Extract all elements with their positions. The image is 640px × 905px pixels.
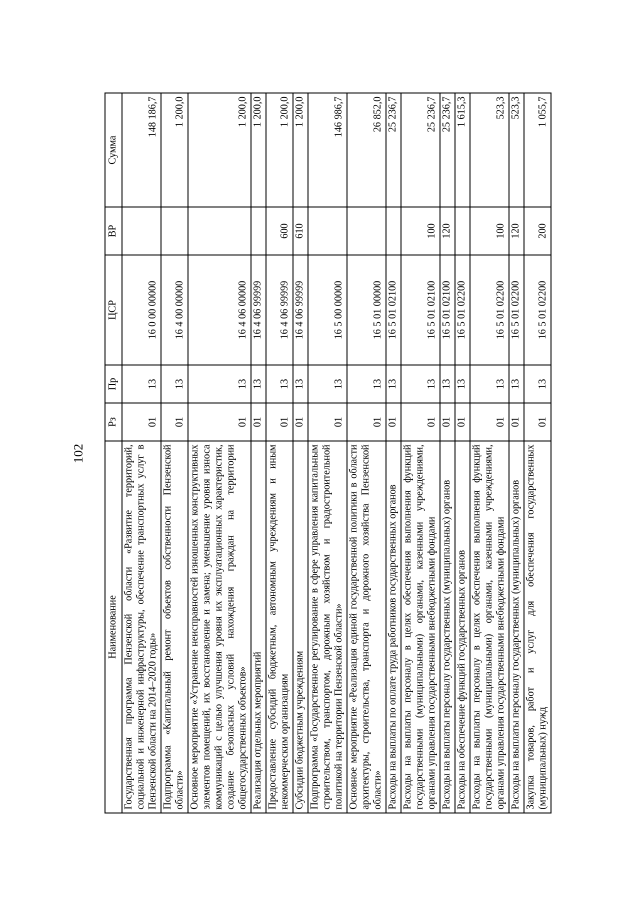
cell-rz: 01 xyxy=(188,403,251,441)
cell-sum: 523,3 xyxy=(509,93,524,207)
budget-table xyxy=(105,93,552,814)
cell-rz: 01 xyxy=(401,403,440,441)
cell-sum: 1 200,0 xyxy=(161,93,188,207)
cell-pr: 13 xyxy=(470,365,509,403)
cell-rz: 01 xyxy=(470,403,509,441)
cell-name: Реализация отдельных мероприятий xyxy=(251,441,266,813)
cell-name: Государственная программа Пензенской области «Развитие территорий, социальной и инженерной инфраструктуры, обеспечение транспортных услуг в Пензенской области на 2014–2020 годы» xyxy=(122,441,161,813)
cell-vr: 200 xyxy=(524,207,551,255)
cell-pr: 13 xyxy=(308,365,347,403)
cell-csr: 16 5 01 00000 xyxy=(347,255,386,365)
header-csr: ЦСР xyxy=(105,255,122,365)
cell-name: Подпрограмма «Капитальный ремонт объектов собственности Пензенской области» xyxy=(161,441,188,813)
cell-name: Предоставление субсидий бюджетным, автономным учреждениям и иным некоммерческим организациям xyxy=(266,441,293,813)
table-row xyxy=(266,93,293,813)
table-row xyxy=(470,93,509,813)
cell-name: Подпрограмма «Государственное регулирование в сфере управления капитальным строительством, транспортом, дорожным хозяйством и градостроительной политикой на территории Пензенской области» xyxy=(308,441,347,813)
cell-rz: 01 xyxy=(455,403,470,441)
cell-vr: 610 xyxy=(293,207,308,255)
table-row xyxy=(293,93,308,813)
cell-pr: 13 xyxy=(188,365,251,403)
cell-csr: 16 5 01 02100 xyxy=(440,255,455,365)
cell-vr xyxy=(386,207,401,255)
cell-pr: 13 xyxy=(347,365,386,403)
header-sum: Сумма xyxy=(105,93,122,207)
cell-vr: 120 xyxy=(440,207,455,255)
cell-pr: 13 xyxy=(251,365,266,403)
cell-name: Расходы на выплаты по оплате труда работников государственных органов xyxy=(386,441,401,813)
cell-name: Расходы на выплаты персоналу в целях обеспечения выполнения функций государственными (муниципальными) органами, казенными учреждениями, органами управления государственными внебюджетными фондами xyxy=(470,441,509,813)
cell-rz: 01 xyxy=(440,403,455,441)
table-row xyxy=(386,93,401,813)
cell-rz: 01 xyxy=(251,403,266,441)
table-row xyxy=(251,93,266,813)
cell-csr: 16 4 06 00000 xyxy=(188,255,251,365)
cell-sum: 146 986,7 xyxy=(308,93,347,207)
cell-rz: 01 xyxy=(524,403,551,441)
cell-sum: 25 236,7 xyxy=(440,93,455,207)
table-row xyxy=(122,93,161,813)
cell-sum: 523,3 xyxy=(470,93,509,207)
cell-sum: 1 615,3 xyxy=(455,93,470,207)
rotated-page xyxy=(71,94,618,814)
cell-name: Расходы на обеспечение функций государственных органов xyxy=(455,441,470,813)
cell-sum: 1 055,7 xyxy=(524,93,551,207)
cell-csr: 16 5 01 02100 xyxy=(386,255,401,365)
table-header-row xyxy=(105,93,122,813)
table-row xyxy=(401,93,440,813)
cell-csr: 16 4 06 99999 xyxy=(266,255,293,365)
cell-sum: 148 186,7 xyxy=(122,93,161,207)
cell-name: Расходы на выплаты персоналу в целях обеспечения выполнения функций государственными (муниципальными) органами, казенными учреждениями, органами управления государственными внебюджетными фондами xyxy=(401,441,440,813)
cell-pr: 13 xyxy=(386,365,401,403)
header-vr: ВР xyxy=(105,207,122,255)
cell-vr xyxy=(455,207,470,255)
cell-rz: 01 xyxy=(308,403,347,441)
cell-rz: 01 xyxy=(347,403,386,441)
header-rz: Рз xyxy=(105,403,122,441)
page-number: 102 xyxy=(70,443,86,464)
cell-rz: 01 xyxy=(161,403,188,441)
cell-vr: 100 xyxy=(401,207,440,255)
cell-name: Закупка товаров, работ и услуг для обеспечения государственных (муниципальных) нужд xyxy=(524,441,551,813)
cell-vr: 100 xyxy=(470,207,509,255)
cell-vr xyxy=(161,207,188,255)
cell-sum: 1 200,0 xyxy=(293,93,308,207)
cell-rz: 01 xyxy=(386,403,401,441)
cell-sum: 1 200,0 xyxy=(266,93,293,207)
cell-sum: 1 200,0 xyxy=(188,93,251,207)
cell-sum: 26 852,0 xyxy=(347,93,386,207)
cell-sum: 25 236,7 xyxy=(386,93,401,207)
cell-sum: 25 236,7 xyxy=(401,93,440,207)
cell-csr: 16 4 00 00000 xyxy=(161,255,188,365)
cell-pr: 13 xyxy=(293,365,308,403)
cell-csr: 16 5 00 00000 xyxy=(308,255,347,365)
cell-name: Расходы на выплаты персоналу государственных (муниципальных) органов xyxy=(440,441,455,813)
cell-pr: 13 xyxy=(440,365,455,403)
table-row xyxy=(161,93,188,813)
cell-vr xyxy=(347,207,386,255)
cell-rz: 01 xyxy=(266,403,293,441)
cell-pr: 13 xyxy=(524,365,551,403)
cell-name: Субсидии бюджетным учреждениям xyxy=(293,441,308,813)
cell-vr xyxy=(251,207,266,255)
cell-pr: 13 xyxy=(122,365,161,403)
cell-rz: 01 xyxy=(509,403,524,441)
table-row xyxy=(524,93,551,813)
cell-vr xyxy=(308,207,347,255)
cell-name: Основное мероприятие «Реализация единой государственной политики в области архитектуры, строительства, транспорта и дорожного хозяйства Пензенской области» xyxy=(347,441,386,813)
cell-rz: 01 xyxy=(293,403,308,441)
table-row xyxy=(509,93,524,813)
table-body xyxy=(122,93,551,813)
cell-vr xyxy=(122,207,161,255)
cell-pr: 13 xyxy=(266,365,293,403)
table-row xyxy=(455,93,470,813)
cell-csr: 16 5 01 02200 xyxy=(524,255,551,365)
cell-csr: 16 5 01 02200 xyxy=(509,255,524,365)
cell-vr: 120 xyxy=(509,207,524,255)
cell-csr: 16 0 00 00000 xyxy=(122,255,161,365)
cell-name: Основное мероприятие «Устранение неисправностей изношенных конструктивных элементов помещений, их восстановление и замена; уменьшение уровня износа коммуникаций с целью улучшения уровня их эксплуатационных характеристик, создание безопасных условий нахождения граждан на территории общегосударственных объектов» xyxy=(188,441,251,813)
cell-pr: 13 xyxy=(161,365,188,403)
cell-pr: 13 xyxy=(509,365,524,403)
cell-rz: 01 xyxy=(122,403,161,441)
cell-csr: 16 5 01 02100 xyxy=(401,255,440,365)
cell-vr: 600 xyxy=(266,207,293,255)
table-row xyxy=(308,93,347,813)
cell-pr: 13 xyxy=(455,365,470,403)
cell-csr: 16 5 01 02200 xyxy=(455,255,470,365)
cell-vr xyxy=(188,207,251,255)
cell-name: Расходы на выплаты персоналу государственных (муниципальных) органов xyxy=(509,441,524,813)
cell-csr: 16 4 06 99999 xyxy=(251,255,266,365)
header-name: Наименование xyxy=(105,441,122,813)
cell-csr: 16 5 01 02200 xyxy=(470,255,509,365)
cell-pr: 13 xyxy=(401,365,440,403)
table-row xyxy=(440,93,455,813)
table-row xyxy=(188,93,251,813)
cell-csr: 16 4 06 99999 xyxy=(293,255,308,365)
header-pr: Пр xyxy=(105,365,122,403)
table-row xyxy=(347,93,386,813)
cell-sum: 1 200,0 xyxy=(251,93,266,207)
